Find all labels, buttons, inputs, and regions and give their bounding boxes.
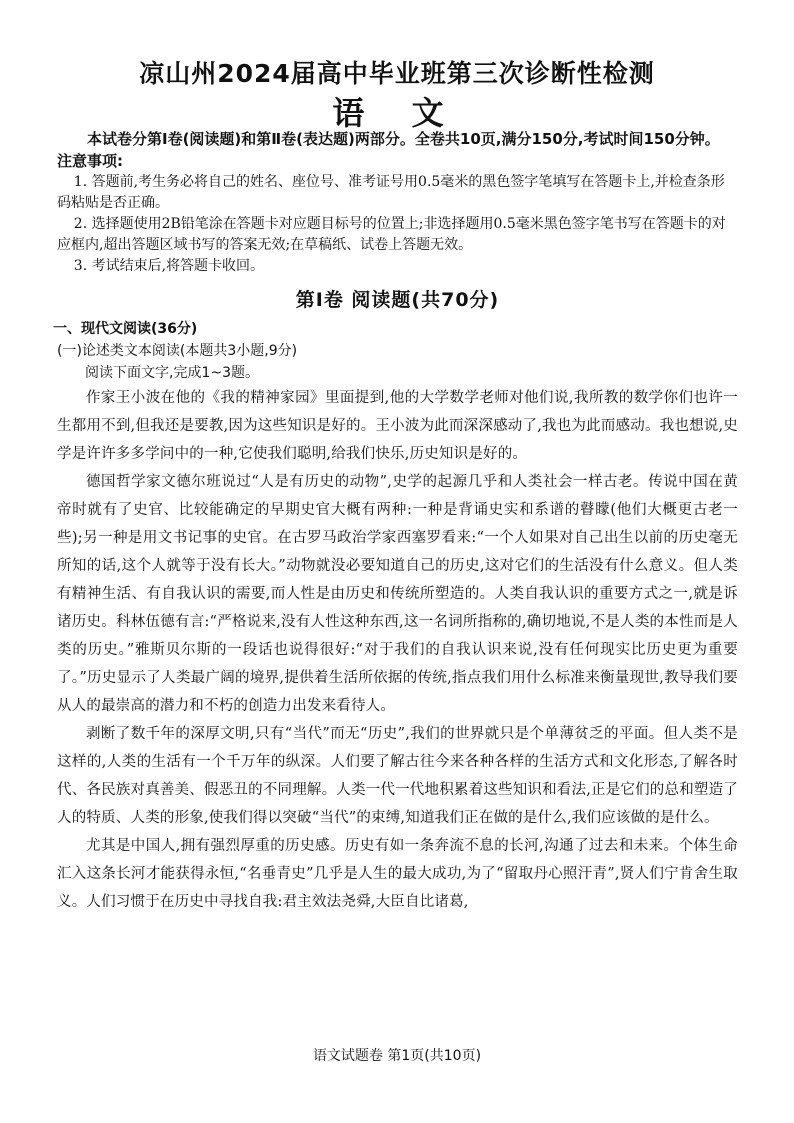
reading-instruction: 阅读下面文字,完成1~3题。 <box>85 365 259 381</box>
subsection-title: (一)论述类文本阅读(本题共3小题,9分) <box>57 343 298 359</box>
exam-title: 凉山州2024届高中毕业班第三次诊断性检测 <box>139 59 655 88</box>
subject-title: 语 文 <box>332 94 462 132</box>
note-item: 3. 考试结束后,将答题卡收回。 <box>73 258 265 274</box>
exam-intro: 本试卷分第Ⅰ卷(阅读题)和第Ⅱ卷(表达题)两部分。全卷共10页,满分150分,考试时间150分钟。 <box>87 130 720 148</box>
part-title: 第Ⅰ卷 阅读题(共70分) <box>295 289 500 311</box>
page-content <box>53 128 739 916</box>
note-item: 1. 答题前,考生务必将自己的姓名、座位号、准考证号用0.5毫米的黑色签字笔填写在答题卡上,并检查条形码粘贴是否正确。 <box>57 174 725 211</box>
passage-paragraph: 德国哲学家文德尔班说过“人是有历史的动物”,史学的起源几乎和人类社会一样古老。传说中国在黄帝时就有了史官、比较能确定的早期史官大概有两种:一种是背诵史实和系谱的瞽矇(他们大概更古老一些);另一种是用文书记事的史官。在古罗马政治学家西塞罗看来:“一个人如果对自己出生以前的历史毫无所知的话,这个人就等于没有长大。”动物就没必要知道自己的历史,这对它们的生活没有什么意义。但人类有精神生活、有自我认识的需要,而人性是由历史和传统所塑造的。人类自我认识的重要方式之一,就是诉诸历史。科林伍德有言:“严格说来,没有人性这种东西,这一名词所指称的,确切地说,不是人类的本性而是人类的历史。”雅斯贝尔斯的一段话也说得很好:“对于我们的自我认识来说,没有任何现实比历史更为重要了。”历史显示了人类最广阔的境界,提供着生活所依据的传统,指点我们用什么标准来衡量现世,教导我们要从人的最崇高的潜力和不朽的创造力出发来看待人。 <box>57 474 738 714</box>
section-title: 一、现代文阅读(36分) <box>53 321 198 337</box>
passage-paragraph: 尤其是中国人,拥有强烈厚重的历史感。历史有如一条奔流不息的长河,沟通了过去和未来。个体生命汇入这条长河才能获得永恒,“名垂青史”几乎是人生的最大成功,为了“留取丹心照汗青”,贤人们宁肯舍生取义。人们习惯于在历史中寻找自我:君主效法尧舜,大臣自比诸葛, <box>57 838 738 910</box>
notes-title: 注意事项: <box>57 152 123 170</box>
page-footer: 语文试题卷 第1页(共10页) <box>312 1048 482 1064</box>
passage-paragraph: 剥断了数千年的深厚文明,只有“当代”而无“历史”,我们的世界就只是个单薄贫乏的平面。但人类不是这样的,人类的生活有一个千万年的纵深。人们要了解古往今来各种各样的生活方式和文化形态,了解各时代、各民族对真善美、假恶丑的不同理解。人类一代一代地积累着这些知识和看法,正是它们的总和塑造了人的特质、人类的形象,使我们得以突破“当代”的束缚,知道我们正在做的是什么,我们应该做的是什么。 <box>57 726 739 826</box>
passage-paragraph: 作家王小波在他的《我的精神家园》里面提到,他的大学数学老师对他们说,我所教的数学你们也许一生都用不到,但我还是要教,因为这些知识是好的。王小波为此而深深感动了,我也为此而感动。我也想说,史学是许许多多学问中的一种,它使我们聪明,给我们快乐,历史知识是好的。 <box>57 390 738 462</box>
note-item: 2. 选择题使用2B铅笔涂在答题卡对应题目标号的位置上;非选择题用0.5毫米黑色签字笔书写在答题卡的对应框内,超出答题区域书写的答案无效;在草稿纸、试卷上答题无效。 <box>57 216 726 253</box>
